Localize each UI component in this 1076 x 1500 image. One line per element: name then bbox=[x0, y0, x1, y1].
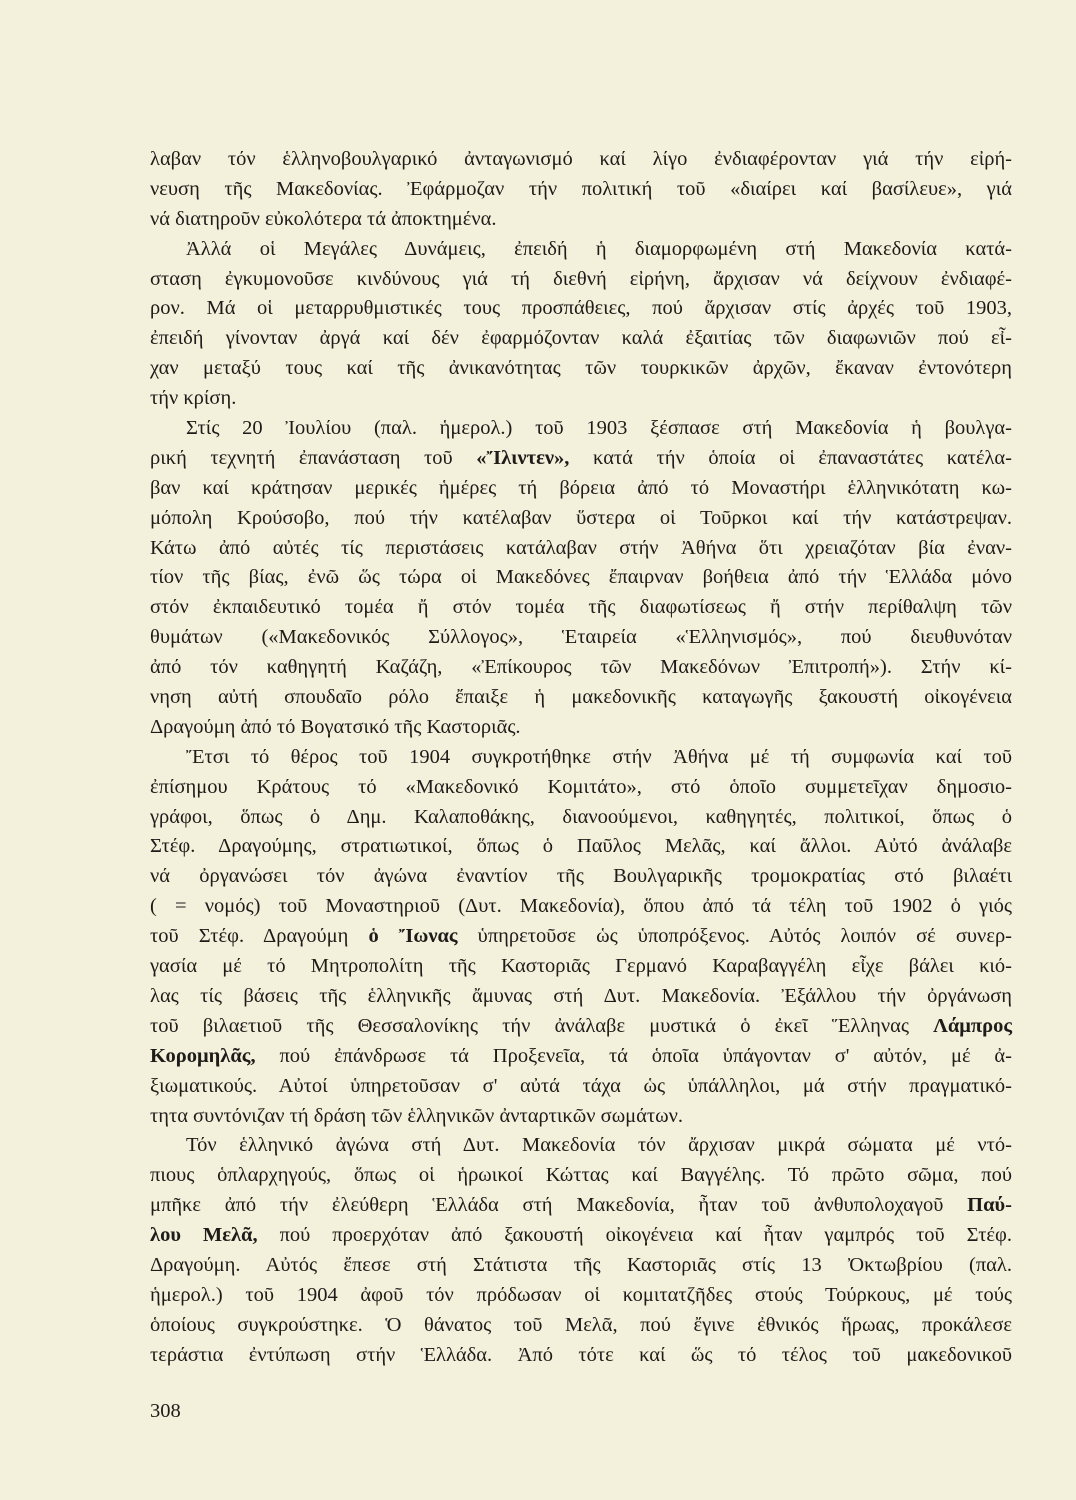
text-segment: ρική τεχνητή ἐπανάσταση τοῦ bbox=[150, 446, 477, 469]
text-segment: θυμάτων («Μακεδονικός Σύλλογος», Ἑταιρεία «Ἑλληνισμός», πού διευθυνόταν bbox=[150, 626, 1012, 649]
text-line bbox=[150, 862, 1012, 892]
text-segment: ἐπίσημου Κράτους τό «Μακεδονικό Κομιτάτο», στό ὁποῖο συμμετεῖχαν δημοσιο- bbox=[150, 775, 1012, 798]
text-segment: ἡμερολ.) τοῦ 1904 ἀφοῦ τόν πρόδωσαν οἱ κομιτατζῆδες στούς Τούρκους, μέ τούς bbox=[150, 1283, 1012, 1306]
text-line bbox=[150, 982, 1012, 1012]
text-line bbox=[150, 384, 1012, 414]
text-line bbox=[150, 145, 1012, 175]
text-segment: κατά τήν ὁποία οἱ ἐπαναστάτες κατέλα- bbox=[569, 446, 1012, 469]
bold-text-segment: ὁ Ἴωνας bbox=[368, 925, 458, 948]
text-line bbox=[150, 534, 1012, 564]
text-segment: λας τίς βάσεις τῆς ἑλληνικῆς ἄμυνας στή Δυτ. Μακεδονία. Ἐξάλλου τήν ὀργάνωση bbox=[150, 984, 1012, 1007]
bold-text-segment: Λάμπρος bbox=[933, 1014, 1012, 1037]
text-segment: γασία μέ τό Μητροπολίτη τῆς Καστοριᾶς Γερμανό Καραβαγγέλη εἶχε βάλει κιό- bbox=[150, 955, 1012, 978]
text-segment: τοῦ βιλαετιοῦ τῆς Θεσσαλονίκης τήν ἀνάλαβε μυστικά ὁ ἐκεῖ Ἕλληνας bbox=[150, 1014, 934, 1037]
text-segment: Στέφ. Δραγούμης, στρατιωτικοί, ὅπως ὁ Παῦλος Μελᾶς, καί ἄλλοι. Αὐτό ἀνάλαβε bbox=[150, 835, 1012, 858]
text-line bbox=[150, 444, 1012, 474]
text-segment: νά διατηροῦν εὐκολότερα τά ἀποκτημένα. bbox=[150, 207, 497, 230]
text-segment: Τόν ἑλληνικό ἀγώνα στή Δυτ. Μακεδονία τόν ἄρχισαν μικρά σώματα μέ ντό- bbox=[186, 1134, 1012, 1157]
text-line bbox=[150, 414, 1012, 444]
text-line bbox=[150, 1131, 1012, 1161]
text-segment: χαν μεταξύ τους καί τῆς ἀνικανότητας τῶν τουρκικῶν ἀρχῶν, ἔκαναν ἐντονότερη bbox=[150, 357, 1012, 380]
text-line bbox=[150, 952, 1012, 982]
text-segment: βαν καί κράτησαν μερικές ἡμέρες τή βόρεια ἀπό τό Μοναστήρι ἑλληνικότατη κω- bbox=[150, 476, 1012, 499]
text-segment: στόν ἐκπαιδευτικό τομέα ἤ στόν τομέα τῆς διαφωτίσεως ἤ στήν περίθαλψη τῶν bbox=[150, 596, 1012, 619]
bold-text-segment: «Ἴλιντεν», bbox=[476, 446, 570, 469]
text-line bbox=[150, 235, 1012, 265]
text-line bbox=[150, 1281, 1012, 1311]
text-line bbox=[150, 354, 1012, 384]
body-text bbox=[150, 145, 1012, 1371]
text-segment: ὑπηρετοῦσε ὡς ὑποπρόξενος. Αὐτός λοιπόν σέ συνερ- bbox=[457, 925, 1012, 948]
bold-text-segment: Κορομηλᾶς, bbox=[150, 1044, 256, 1067]
text-line bbox=[150, 1042, 1012, 1072]
text-segment: μόπολη Κρούσοβο, πού τήν κατέλαβαν ὕστερα οἱ Τοῦρκοι καί τήν κατάστρεψαν. bbox=[150, 506, 1012, 529]
text-line bbox=[150, 474, 1012, 504]
text-line bbox=[150, 324, 1012, 354]
text-segment: Κάτω ἀπό αὐτές τίς περιστάσεις κατάλαβαν στήν Ἀθήνα ὅτι χρειαζόταν βία ἐναν- bbox=[150, 536, 1012, 559]
text-segment: τεράστια ἐντύπωση στήν Ἑλλάδα. Ἀπό τότε καί ὥς τό τέλος τοῦ μακεδονικοῦ bbox=[150, 1343, 1012, 1366]
text-line bbox=[150, 892, 1012, 922]
bold-text-segment: Παύ- bbox=[967, 1194, 1012, 1217]
text-segment: πού ἐπάνδρωσε τά Προξενεῖα, τά ὁποῖα ὑπάγονταν σ' αὐτόν, μέ ἀ- bbox=[255, 1044, 1012, 1067]
text-line bbox=[150, 683, 1012, 713]
text-line bbox=[150, 1072, 1012, 1102]
text-segment: ἐπειδή γίνονταν ἀργά καί δέν ἐφαρμόζονταν καλά ἐξαιτίας τῶν διαφωνιῶν πού εἶ- bbox=[150, 327, 1012, 350]
text-line bbox=[150, 1311, 1012, 1341]
text-segment: ( = νομός) τοῦ Μοναστηριοῦ (Δυτ. Μακεδονία), ὅπου ἀπό τά τέλη τοῦ 1902 ὁ γιός bbox=[150, 895, 1012, 918]
text-line bbox=[150, 563, 1012, 593]
text-segment: τοῦ Στέφ. Δραγούμη bbox=[150, 925, 369, 948]
text-line bbox=[150, 1102, 1012, 1132]
text-segment: ἀπό τόν καθηγητή Καζάζη, «Ἐπίκουρος τῶν Μακεδόνων Ἐπιτροπή»). Στήν κί- bbox=[150, 656, 1012, 679]
text-segment: τήν κρίση. bbox=[150, 387, 237, 410]
text-segment: ξιωματικούς. Αὐτοί ὑπηρετοῦσαν σ' αὐτά τάχα ὡς ὑπάλληλοι, μά στήν πραγματικό- bbox=[150, 1074, 1012, 1097]
text-segment: γράφοι, ὅπως ὁ Δημ. Καλαποθάκης, διανοούμενοι, καθηγητές, πολιτικοί, ὅπως ὁ bbox=[150, 805, 1012, 828]
text-line bbox=[150, 1161, 1012, 1191]
text-line bbox=[150, 653, 1012, 683]
text-line bbox=[150, 1012, 1012, 1042]
text-line bbox=[150, 1251, 1012, 1281]
text-segment: Δραγούμη ἀπό τό Βογατσικό τῆς Καστοριᾶς. bbox=[150, 715, 521, 738]
text-segment: τίον τῆς βίας, ἐνῶ ὥς τώρα οἱ Μακεδόνες ἔπαιρναν βοήθεια ἀπό τήν Ἑλλάδα μόνο bbox=[150, 566, 1012, 589]
text-segment: λαβαν τόν ἑλληνοβουλγαρικό ἀνταγωνισμό καί λίγο ἐνδιαφέρονταν γιά τήν εἰρή- bbox=[150, 148, 1012, 170]
page-number: 308 bbox=[150, 1400, 181, 1422]
text-segment: πού προερχόταν ἀπό ξακουστή οἰκογένεια καί ἦταν γαμπρός τοῦ Στέφ. bbox=[257, 1224, 1012, 1247]
text-segment: νευση τῆς Μακεδονίας. Ἐφάρμοζαν τήν πολιτική τοῦ «διαίρει καί βασίλευε», γιά bbox=[150, 177, 1012, 200]
text-line bbox=[150, 1341, 1012, 1371]
text-segment: Ἔτσι τό θέρος τοῦ 1904 συγκροτήθηκε στήν Ἀθήνα μέ τή συμφωνία καί τοῦ bbox=[186, 745, 1012, 768]
text-line bbox=[150, 922, 1012, 952]
text-segment: ὁποίους συγκρούστηκε. Ὁ θάνατος τοῦ Μελᾶ, πού ἔγινε ἐθνικός ἥρωας, προκάλεσε bbox=[150, 1313, 1012, 1336]
text-line bbox=[150, 1191, 1012, 1221]
text-line bbox=[150, 713, 1012, 743]
text-line bbox=[150, 1221, 1012, 1251]
text-segment: μπῆκε ἀπό τήν ἐλεύθερη Ἑλλάδα στή Μακεδονία, ἦταν τοῦ ἀνθυπολοχαγοῦ bbox=[150, 1194, 968, 1217]
text-line bbox=[150, 294, 1012, 324]
text-line bbox=[150, 265, 1012, 295]
text-segment: ρον. Μά οἱ μεταρρυθμιστικές τους προσπάθειες, πού ἄρχισαν στίς ἀρχές τοῦ 1903, bbox=[150, 297, 1012, 320]
text-segment: πιους ὁπλαρχηγούς, ὅπως οἱ ἡρωικοί Κώττας καί Βαγγέλης. Τό πρῶτο σῶμα, πού bbox=[150, 1164, 1012, 1187]
text-segment: νά ὀργανώσει τόν ἀγώνα ἐναντίον τῆς Βουλγαρικῆς τρομοκρατίας στό βιλαέτι bbox=[150, 865, 1012, 888]
text-line bbox=[150, 803, 1012, 833]
bold-text-segment: λου Μελᾶ, bbox=[150, 1224, 258, 1247]
text-line bbox=[150, 504, 1012, 534]
text-segment: Δραγούμη. Αὐτός ἔπεσε στή Στάτιστα τῆς Καστοριᾶς στίς 13 Ὀκτωβρίου (παλ. bbox=[150, 1253, 1012, 1276]
text-segment: σταση ἐγκυμονοῦσε κινδύνους γιά τή διεθνή εἰρήνη, ἄρχισαν νά δείχνουν ἐνδιαφέ- bbox=[150, 267, 1012, 290]
text-segment: νηση αὐτή σπουδαῖο ρόλο ἔπαιξε ἡ μακεδονικῆς καταγωγῆς ξακουστή οἰκογένεια bbox=[150, 686, 1012, 709]
text-segment: Ἀλλά οἱ Μεγάλες Δυνάμεις, ἐπειδή ἡ διαμορφωμένη στή Μακεδονία κατά- bbox=[186, 237, 1012, 260]
text-line bbox=[150, 773, 1012, 803]
text-line bbox=[150, 623, 1012, 653]
text-segment: τητα συντόνιζαν τή δράση τῶν ἑλληνικῶν ἀνταρτικῶν σωμάτων. bbox=[150, 1104, 684, 1127]
text-line bbox=[150, 593, 1012, 623]
text-line bbox=[150, 743, 1012, 773]
text-line bbox=[150, 175, 1012, 205]
text-line bbox=[150, 832, 1012, 862]
text-line bbox=[150, 205, 1012, 235]
text-segment: Στίς 20 Ἰουλίου (παλ. ἡμερολ.) τοῦ 1903 ξέσπασε στή Μακεδονία ἡ βουλγα- bbox=[186, 417, 1012, 440]
